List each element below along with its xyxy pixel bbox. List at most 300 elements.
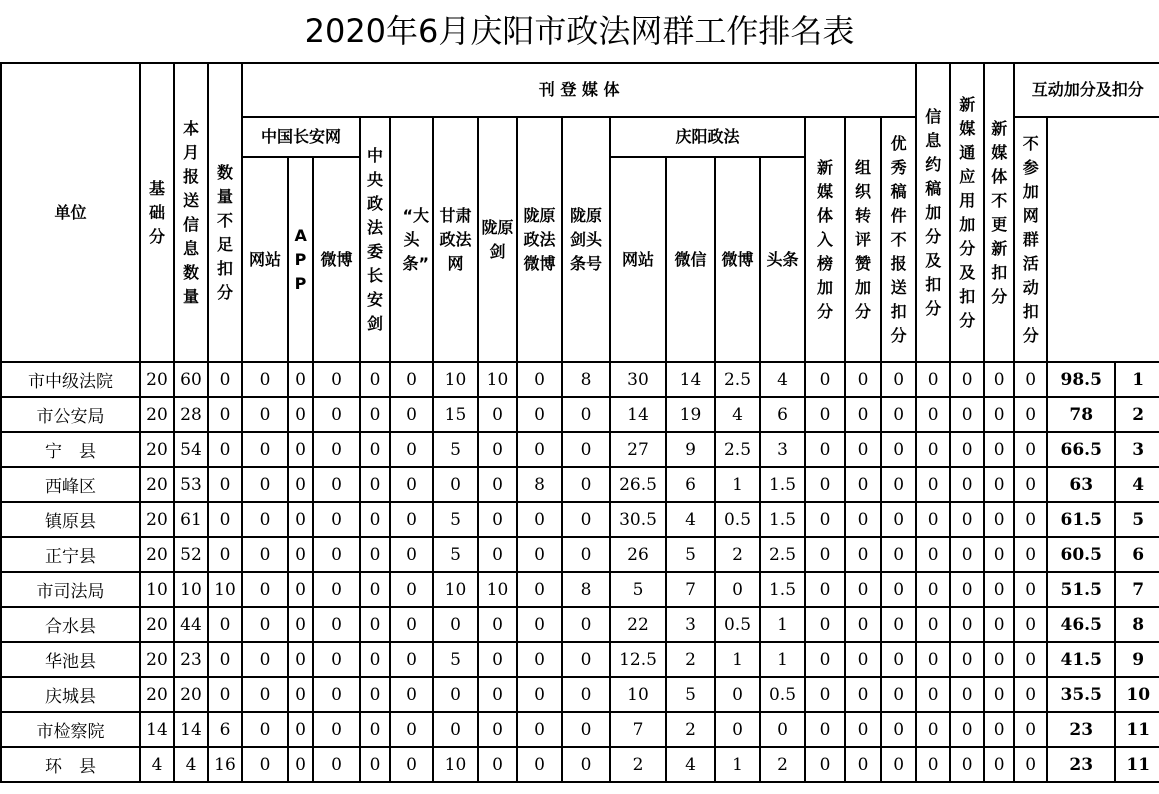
total-cell: 23	[1047, 747, 1115, 782]
score-cell: 0	[390, 502, 433, 537]
score-cell: 53	[174, 467, 208, 502]
unit-cell: 市司法局	[1, 572, 140, 607]
score-cell: 4	[174, 747, 208, 782]
score-cell: 2	[666, 642, 715, 677]
score-cell: 1	[760, 642, 805, 677]
score-cell: 0	[1014, 467, 1047, 502]
score-cell: 0	[242, 397, 288, 432]
total-cell: 23	[1047, 712, 1115, 747]
score-cell: 20	[140, 677, 174, 712]
score-cell: 0	[984, 677, 1014, 712]
header-newmedia-app: 新媒通应用加分及扣分	[950, 63, 984, 362]
score-cell: 0	[360, 502, 390, 537]
score-cell: 0	[242, 747, 288, 782]
score-cell: 1.5	[760, 467, 805, 502]
score-cell: 2.5	[760, 537, 805, 572]
score-cell: 6	[666, 467, 715, 502]
score-cell: 0	[805, 467, 845, 502]
table-row	[1, 712, 1159, 747]
score-cell: 0	[562, 677, 610, 712]
score-cell: 0	[313, 607, 360, 642]
rank-cell: 8	[1115, 607, 1159, 642]
total-cell: 66.5	[1047, 432, 1115, 467]
score-cell: 0	[916, 642, 950, 677]
score-cell: 0	[517, 502, 562, 537]
score-cell: 0	[288, 607, 313, 642]
score-cell: 0	[390, 397, 433, 432]
score-cell: 0	[845, 362, 881, 397]
score-cell: 0	[242, 467, 288, 502]
score-cell: 0	[517, 572, 562, 607]
score-cell: 0	[845, 642, 881, 677]
score-cell: 0	[984, 467, 1014, 502]
score-cell: 0	[390, 747, 433, 782]
score-cell: 10	[174, 572, 208, 607]
score-cell: 0	[313, 467, 360, 502]
header-newmedia-rank: 新媒体入榜加分	[805, 117, 845, 362]
score-cell: 0	[845, 397, 881, 432]
table-row	[1, 397, 1159, 432]
score-cell: 0	[433, 467, 478, 502]
score-cell: 61	[174, 502, 208, 537]
score-cell: 2	[715, 537, 760, 572]
score-cell: 0	[208, 397, 242, 432]
score-cell: 0	[390, 467, 433, 502]
score-cell: 0	[208, 502, 242, 537]
header-datoutiao: “大头条”	[390, 117, 433, 362]
score-cell: 0	[478, 467, 517, 502]
score-cell: 14	[666, 362, 715, 397]
header-media: 刊 登 媒 体	[242, 63, 916, 117]
score-cell: 20	[174, 677, 208, 712]
unit-cell: 市公安局	[1, 397, 140, 432]
score-cell: 20	[140, 432, 174, 467]
score-cell: 14	[140, 712, 174, 747]
score-cell: 0	[242, 572, 288, 607]
score-cell: 4	[760, 362, 805, 397]
score-cell: 0	[805, 572, 845, 607]
score-cell: 20	[140, 397, 174, 432]
total-cell: 46.5	[1047, 607, 1115, 642]
score-cell: 0	[881, 747, 916, 782]
rank-cell: 11	[1115, 712, 1159, 747]
score-cell: 0	[950, 432, 984, 467]
score-cell: 0	[916, 362, 950, 397]
score-cell: 0	[916, 397, 950, 432]
unit-cell: 西峰区	[1, 467, 140, 502]
score-cell: 0	[950, 677, 984, 712]
score-cell: 0	[950, 502, 984, 537]
score-cell: 0	[517, 747, 562, 782]
score-cell: 0	[288, 432, 313, 467]
score-cell: 0	[805, 642, 845, 677]
score-cell: 0	[242, 502, 288, 537]
score-cell: 0	[916, 502, 950, 537]
score-cell: 0	[1014, 502, 1047, 537]
score-cell: 0	[916, 677, 950, 712]
score-cell: 0	[242, 677, 288, 712]
score-cell: 0	[313, 362, 360, 397]
score-cell: 0	[478, 677, 517, 712]
header-qy-site: 网站	[610, 157, 666, 362]
score-cell: 0	[562, 502, 610, 537]
score-cell: 0	[950, 747, 984, 782]
score-cell: 19	[666, 397, 715, 432]
score-cell: 0	[517, 642, 562, 677]
total-cell: 51.5	[1047, 572, 1115, 607]
score-cell: 0	[805, 747, 845, 782]
score-cell: 0	[478, 607, 517, 642]
header-zgcaw: 中国长安网	[242, 117, 360, 157]
score-cell: 0	[360, 642, 390, 677]
score-cell: 0	[517, 607, 562, 642]
score-cell: 0	[208, 362, 242, 397]
score-cell: 30	[610, 362, 666, 397]
score-cell: 0	[881, 712, 916, 747]
score-cell: 1	[715, 467, 760, 502]
header-zgcaw-app: APP	[288, 157, 313, 362]
score-cell: 0	[916, 607, 950, 642]
score-cell: 5	[666, 537, 715, 572]
header-qy-wechat: 微信	[666, 157, 715, 362]
header-lyzfwb: 陇原政法微博	[517, 117, 562, 362]
score-cell: 5	[610, 572, 666, 607]
table-row	[1, 362, 1159, 397]
score-cell: 0	[288, 502, 313, 537]
score-cell: 0	[517, 362, 562, 397]
table-row	[1, 537, 1159, 572]
table-row	[1, 572, 1159, 607]
score-cell: 15	[433, 397, 478, 432]
unit-cell: 环 县	[1, 747, 140, 782]
total-cell: 60.5	[1047, 537, 1115, 572]
score-cell: 0	[390, 432, 433, 467]
score-cell: 0	[845, 432, 881, 467]
score-cell: 44	[174, 607, 208, 642]
score-cell: 23	[174, 642, 208, 677]
score-cell: 10	[478, 362, 517, 397]
score-cell: 0	[881, 432, 916, 467]
score-cell: 9	[666, 432, 715, 467]
score-cell: 0	[562, 397, 610, 432]
score-cell: 20	[140, 467, 174, 502]
header-absent: 不参加网群活动扣分	[1014, 117, 1047, 362]
score-cell: 2.5	[715, 362, 760, 397]
score-cell: 0	[208, 432, 242, 467]
header-lyjttth: 陇原剑头条号	[562, 117, 610, 362]
score-cell: 0	[208, 537, 242, 572]
score-cell: 0	[313, 677, 360, 712]
score-cell: 0	[288, 712, 313, 747]
score-cell: 0	[916, 467, 950, 502]
score-cell: 3	[760, 432, 805, 467]
score-cell: 0	[984, 712, 1014, 747]
score-cell: 0	[288, 747, 313, 782]
score-cell: 6	[760, 397, 805, 432]
score-cell: 0	[805, 502, 845, 537]
score-cell: 0	[517, 677, 562, 712]
unit-cell: 庆城县	[1, 677, 140, 712]
score-cell: 0	[478, 537, 517, 572]
score-cell: 0	[242, 712, 288, 747]
score-cell: 0	[390, 537, 433, 572]
score-cell: 0	[390, 712, 433, 747]
score-cell: 0	[881, 677, 916, 712]
score-cell: 1.5	[760, 502, 805, 537]
score-cell: 0	[562, 467, 610, 502]
header-reported-count: 本月报送信息数量	[174, 63, 208, 362]
score-cell: 0	[313, 432, 360, 467]
total-cell: 41.5	[1047, 642, 1115, 677]
score-cell: 5	[433, 432, 478, 467]
score-cell: 0	[805, 362, 845, 397]
score-cell: 0	[1014, 712, 1047, 747]
score-cell: 0	[950, 607, 984, 642]
header-contract: 信息约稿加分及扣分	[916, 63, 950, 362]
score-cell: 2	[760, 747, 805, 782]
score-cell: 0	[1014, 362, 1047, 397]
ranking-table	[0, 62, 1159, 783]
score-cell: 14	[174, 712, 208, 747]
score-cell: 10	[208, 572, 242, 607]
rank-cell: 9	[1115, 642, 1159, 677]
score-cell: 0	[313, 502, 360, 537]
score-cell: 10	[610, 677, 666, 712]
score-cell: 0	[313, 537, 360, 572]
rank-cell: 7	[1115, 572, 1159, 607]
score-cell: 52	[174, 537, 208, 572]
score-cell: 0	[805, 607, 845, 642]
header-excellent: 优秀稿件不报送扣分	[881, 117, 916, 362]
score-cell: 0	[984, 537, 1014, 572]
score-cell: 0	[881, 362, 916, 397]
score-cell: 26	[610, 537, 666, 572]
score-cell: 0	[1014, 642, 1047, 677]
score-cell: 2	[610, 747, 666, 782]
score-cell: 0	[950, 572, 984, 607]
score-cell: 0	[950, 642, 984, 677]
header-zgcaw-weibo: 微博	[313, 157, 360, 362]
unit-cell: 宁 县	[1, 432, 140, 467]
score-cell: 0	[805, 537, 845, 572]
score-cell: 0	[517, 537, 562, 572]
header-lyj: 陇原剑	[478, 117, 517, 362]
score-cell: 1.5	[760, 572, 805, 607]
score-cell: 0	[433, 712, 478, 747]
score-cell: 5	[433, 642, 478, 677]
score-cell: 10	[140, 572, 174, 607]
score-cell: 0	[562, 607, 610, 642]
rank-cell: 10	[1115, 677, 1159, 712]
score-cell: 0	[478, 397, 517, 432]
score-cell: 0	[845, 467, 881, 502]
score-cell: 4	[666, 502, 715, 537]
score-cell: 0	[242, 537, 288, 572]
score-cell: 22	[610, 607, 666, 642]
score-cell: 0	[208, 642, 242, 677]
unit-cell: 合水县	[1, 607, 140, 642]
score-cell: 0	[950, 467, 984, 502]
score-cell: 0	[562, 537, 610, 572]
score-cell: 0	[881, 642, 916, 677]
score-cell: 0	[881, 607, 916, 642]
score-cell: 0	[288, 572, 313, 607]
score-cell: 20	[140, 642, 174, 677]
rank-cell: 11	[1115, 747, 1159, 782]
score-cell: 0	[390, 677, 433, 712]
header-qy-weibo: 微博	[715, 157, 760, 362]
score-cell: 0	[360, 397, 390, 432]
score-cell: 0	[916, 537, 950, 572]
score-cell: 0	[478, 712, 517, 747]
score-cell: 0	[805, 397, 845, 432]
score-cell: 0	[845, 607, 881, 642]
score-cell: 0	[517, 712, 562, 747]
score-cell: 0	[478, 642, 517, 677]
unit-cell: 正宁县	[1, 537, 140, 572]
score-cell: 0	[360, 677, 390, 712]
score-cell: 0	[881, 537, 916, 572]
header-zyzfw: 中央政法委长安剑	[360, 117, 390, 362]
score-cell: 0	[984, 642, 1014, 677]
score-cell: 0.5	[760, 677, 805, 712]
score-cell: 60	[174, 362, 208, 397]
unit-cell: 市中级法院	[1, 362, 140, 397]
score-cell: 28	[174, 397, 208, 432]
score-cell: 0	[984, 607, 1014, 642]
score-cell: 7	[666, 572, 715, 607]
score-cell: 0.5	[715, 502, 760, 537]
score-cell: 20	[140, 502, 174, 537]
score-cell: 0	[916, 747, 950, 782]
score-cell: 10	[478, 572, 517, 607]
score-cell: 0	[313, 642, 360, 677]
score-cell: 0	[950, 712, 984, 747]
score-cell: 54	[174, 432, 208, 467]
score-cell: 0	[242, 362, 288, 397]
unit-cell: 华池县	[1, 642, 140, 677]
header-zgcaw-site: 网站	[242, 157, 288, 362]
score-cell: 2	[666, 712, 715, 747]
score-cell: 0	[845, 747, 881, 782]
rank-cell: 5	[1115, 502, 1159, 537]
score-cell: 0	[360, 432, 390, 467]
score-cell: 0	[881, 467, 916, 502]
score-cell: 0	[715, 572, 760, 607]
table-row	[1, 747, 1159, 782]
score-cell: 0	[313, 712, 360, 747]
score-cell: 0	[517, 397, 562, 432]
score-cell: 0	[360, 747, 390, 782]
score-cell: 10	[433, 747, 478, 782]
score-cell: 0	[360, 712, 390, 747]
score-cell: 1	[715, 642, 760, 677]
score-cell: 0	[881, 572, 916, 607]
score-cell: 0	[984, 572, 1014, 607]
score-cell: 0	[478, 432, 517, 467]
score-cell: 0	[288, 537, 313, 572]
rank-cell: 4	[1115, 467, 1159, 502]
total-cell: 35.5	[1047, 677, 1115, 712]
score-cell: 8	[562, 572, 610, 607]
score-cell: 4	[666, 747, 715, 782]
score-cell: 1	[715, 747, 760, 782]
score-cell: 0	[916, 572, 950, 607]
score-cell: 0	[760, 712, 805, 747]
score-cell: 26.5	[610, 467, 666, 502]
total-cell: 61.5	[1047, 502, 1115, 537]
score-cell: 0	[562, 642, 610, 677]
score-cell: 0	[845, 502, 881, 537]
score-cell: 20	[140, 537, 174, 572]
header-qy-toutiao: 头条	[760, 157, 805, 362]
header-org-repost: 组织转评赞加分	[845, 117, 881, 362]
score-cell: 0	[845, 677, 881, 712]
score-cell: 0	[805, 432, 845, 467]
score-cell: 0	[390, 607, 433, 642]
score-cell: 0	[517, 432, 562, 467]
score-cell: 0	[390, 572, 433, 607]
header-unit: 单位	[1, 63, 140, 362]
score-cell: 0	[916, 432, 950, 467]
rank-cell: 3	[1115, 432, 1159, 467]
table-row	[1, 502, 1159, 537]
score-cell: 0	[208, 467, 242, 502]
score-cell: 0	[562, 432, 610, 467]
score-cell: 0	[984, 502, 1014, 537]
score-cell: 12.5	[610, 642, 666, 677]
total-cell: 63	[1047, 467, 1115, 502]
score-cell: 0	[208, 607, 242, 642]
score-cell: 2.5	[715, 432, 760, 467]
score-cell: 0	[433, 607, 478, 642]
score-cell: 0	[360, 572, 390, 607]
score-cell: 0	[950, 537, 984, 572]
score-cell: 0	[288, 642, 313, 677]
score-cell: 5	[433, 537, 478, 572]
rank-cell: 1	[1115, 362, 1159, 397]
score-cell: 0	[916, 712, 950, 747]
score-cell: 0	[845, 572, 881, 607]
score-cell: 0.5	[715, 607, 760, 642]
total-cell: 98.5	[1047, 362, 1115, 397]
score-cell: 0	[288, 677, 313, 712]
table-row	[1, 607, 1159, 642]
score-cell: 0	[984, 747, 1014, 782]
score-cell: 0	[242, 432, 288, 467]
score-cell: 6	[208, 712, 242, 747]
score-cell: 1	[760, 607, 805, 642]
score-cell: 0	[390, 362, 433, 397]
header-gszfw: 甘肃政法网	[433, 117, 478, 362]
score-cell: 0	[1014, 607, 1047, 642]
score-cell: 30.5	[610, 502, 666, 537]
unit-cell: 市检察院	[1, 712, 140, 747]
header-base-score: 基础分	[140, 63, 174, 362]
score-cell: 0	[360, 362, 390, 397]
score-cell: 0	[288, 362, 313, 397]
score-cell: 0	[715, 712, 760, 747]
score-cell: 10	[433, 572, 478, 607]
unit-cell: 镇原县	[1, 502, 140, 537]
score-cell: 0	[805, 712, 845, 747]
table-row	[1, 677, 1159, 712]
score-cell: 5	[433, 502, 478, 537]
page-title: 2020年6月庆阳市政法网群工作排名表	[304, 12, 855, 50]
score-cell: 0	[715, 677, 760, 712]
score-cell: 0	[1014, 677, 1047, 712]
score-cell: 0	[288, 467, 313, 502]
